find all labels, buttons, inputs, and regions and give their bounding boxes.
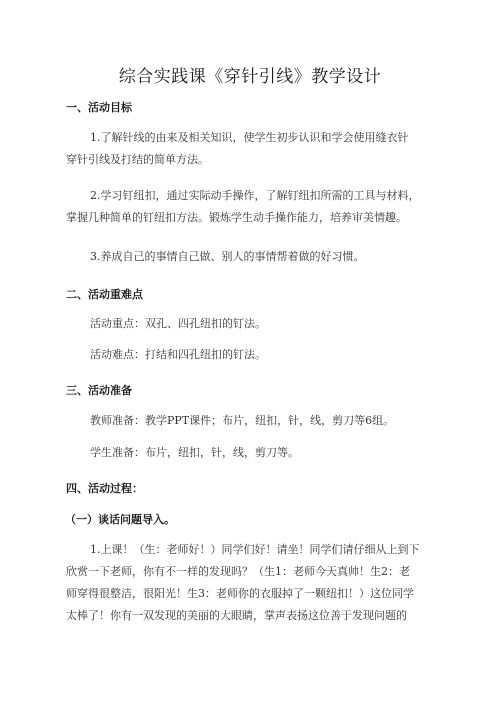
paragraph-line: 1.上课！（生：老师好！）同学们好！请坐！同学们请仔细从上到下: [90, 543, 420, 556]
subsection-heading-intro: （一）谈话问题导入。: [65, 513, 175, 526]
paragraph-line: 活动重点：双孔、四孔纽扣的钉法。: [90, 317, 266, 330]
paragraph-line: 2.学习钉纽扣，通过实际动手操作，了解钉纽扣所需的工具与材料，: [90, 189, 420, 202]
paragraph-difficult-point: [66, 344, 438, 366]
paragraph-line: 教师准备：教学PPT课件；布片，纽扣，针，线，剪刀等6组。: [90, 414, 395, 427]
paragraph-line: 穿针引线及打结的简单方法。: [66, 153, 209, 166]
paragraph-line: 活动难点：打结和四孔纽扣的钉法。: [90, 348, 266, 361]
paragraph-line: 掌握几种简单的钉纽扣方法。锻炼学生动手操作能力，培养审美情趣。: [66, 211, 407, 224]
document-title: 综合实践课《穿针引线》教学设计: [118, 67, 382, 87]
paragraph-student-preparation: [66, 442, 438, 464]
paragraph-line: 太棒了！你有一双发现的美丽的大眼睛，掌声表扬这位善于发现问题的: [66, 609, 407, 622]
paragraph-objective-2: [66, 185, 438, 229]
paragraph-line: 师穿得很整洁，很阳光！生3：老师你的衣服掉了一颗纽扣！）这位同学: [66, 587, 414, 600]
paragraph-key-point: [66, 313, 438, 335]
section-heading-key-points: 二、活动重难点: [66, 288, 143, 301]
paragraph-line: 学生准备：布片，纽扣，针，线，剪刀等。: [90, 446, 299, 459]
section-heading-preparation: 三、活动准备: [66, 384, 132, 397]
paragraph-line: 欣赏一下老师，你有不一样的发现吗？（生1：老师今天真帅！生2：老: [66, 565, 410, 578]
paragraph-line: 3.养成自己的事情自己做、别人的事情帮着做的好习惯。: [90, 250, 365, 263]
section-heading-process: 四、活动过程：: [66, 482, 143, 495]
paragraph-objective-3: [66, 246, 438, 268]
paragraph-process-1: [66, 539, 438, 627]
paragraph-teacher-preparation: [66, 410, 438, 432]
section-heading-objectives: 一、活动目标: [66, 101, 132, 114]
paragraph-line: 1.了解针线的由来及相关知识，使学生初步认识和学会使用缝衣针: [90, 131, 409, 144]
paragraph-objective-1: [66, 127, 438, 171]
